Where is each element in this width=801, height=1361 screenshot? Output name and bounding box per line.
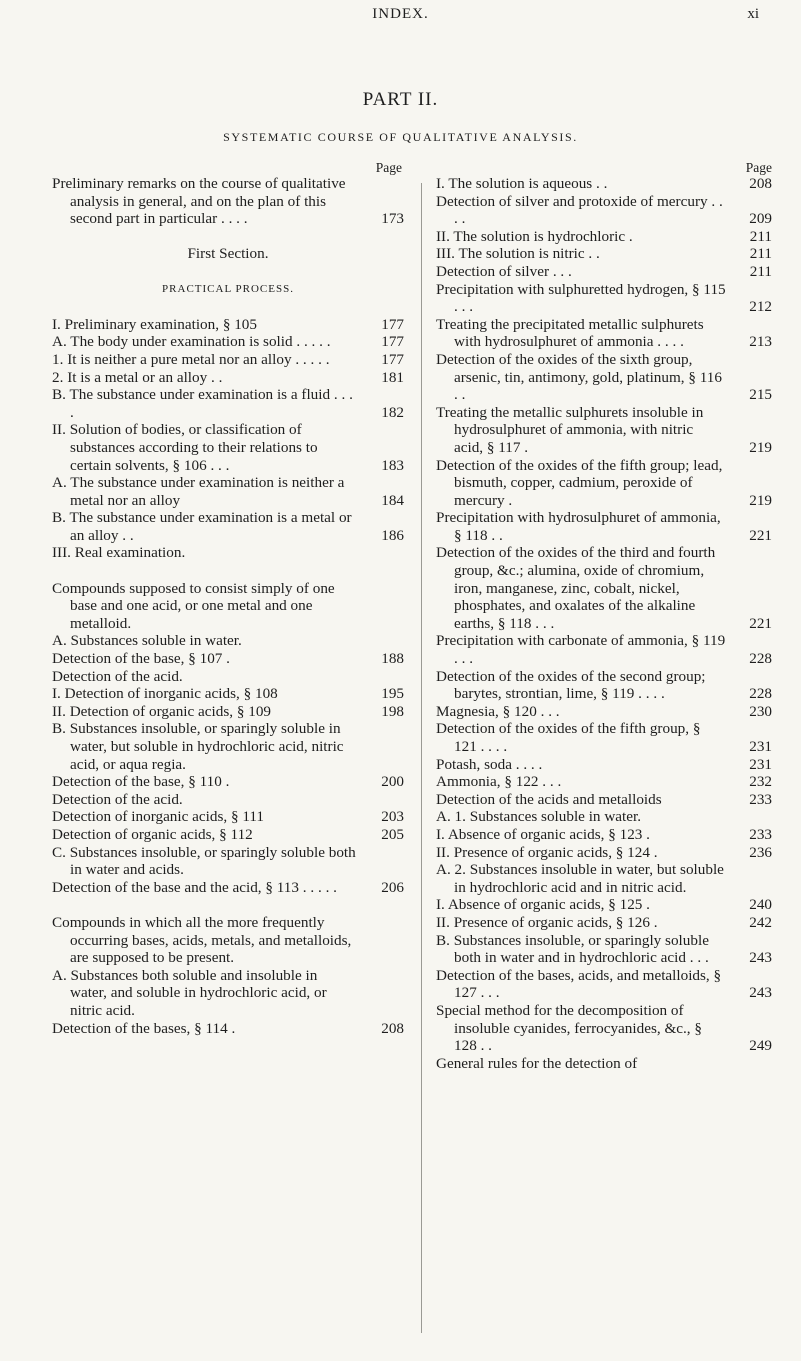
index-entry [52, 650, 404, 668]
entry-page-number: 230 [749, 702, 772, 720]
index-entry [436, 1055, 772, 1073]
entry-page-number: 219 [749, 491, 772, 509]
index-entry [436, 896, 772, 914]
section-heading [52, 245, 404, 263]
entry-page-number: 206 [381, 878, 404, 896]
entry-page-number: 243 [749, 984, 772, 1002]
entry-text: Detection of the oxides of the fifth group, § 121 . . . . [436, 720, 701, 755]
index-entry [52, 967, 404, 1020]
entry-text: Detection of inorganic acids, § 111 [52, 808, 265, 826]
entry-page-number: 240 [749, 896, 772, 914]
entry-text: A. 1. Substances soluble in water. [436, 808, 642, 826]
index-entry [436, 175, 772, 193]
index-entry [436, 932, 772, 967]
entry-page-number: 236 [749, 843, 772, 861]
entry-page-number: 213 [749, 333, 772, 351]
entry-page-number: 177 [381, 315, 404, 333]
index-entry [436, 826, 772, 844]
entry-page-number: 203 [381, 808, 404, 826]
entry-text: Detection of the bases, § 114 . [52, 1019, 236, 1037]
index-entry [436, 791, 772, 809]
entry-page-number: 221 [749, 526, 772, 544]
entry-text: B. Substances insoluble, or sparingly soluble both in water and in hydrochloric acid . . . [436, 931, 709, 967]
entry-page-number: 221 [749, 614, 772, 632]
index-entry [436, 773, 772, 791]
index-entry [436, 703, 772, 721]
index-entry [52, 544, 404, 562]
index-entry [52, 826, 404, 844]
entry-page-number: 232 [749, 773, 772, 791]
page-number: xi [747, 6, 759, 22]
entry-page-number: 177 [381, 333, 404, 351]
entry-text: II. The solution is hydrochloric . [436, 227, 633, 245]
entry-text: Detection of the base and the acid, § 113 . . . . . [52, 878, 337, 896]
entry-page-number: 219 [749, 438, 772, 456]
entry-page-number: 182 [381, 403, 404, 421]
index-entry [436, 245, 772, 263]
index-entry [52, 685, 404, 703]
entry-text: Detection of the base, § 110 . [52, 773, 230, 791]
spacer [52, 298, 404, 316]
spacer [52, 263, 404, 281]
entry-text: II. Presence of organic acids, § 126 . [436, 913, 658, 931]
index-entry [52, 703, 404, 721]
index-entry [52, 879, 404, 897]
section-heading [52, 281, 404, 299]
entry-text: Precipitation with carbonate of ammonia, § 119 . . . [436, 632, 726, 668]
entry-text: Compounds supposed to consist simply of one base and one acid, or one metal and one metalloid. [52, 579, 335, 632]
entry-text: C. Substances insoluble, or sparingly soluble both in water and acids. [52, 843, 356, 879]
index-entry [436, 457, 772, 510]
entry-text: I. Preliminary examination, § 105 [52, 315, 257, 333]
entry-text: 1. It is neither a pure metal nor an alloy . . . . . [52, 350, 330, 368]
entry-page-number: 209 [749, 210, 772, 228]
entry-text: Detection of silver and protoxide of mercury . . . . [436, 192, 723, 228]
entry-text: Detection of silver . . . [436, 262, 572, 280]
index-entry [52, 175, 404, 228]
index-entry [52, 316, 404, 334]
entry-text: I. Detection of inorganic acids, § 108 [52, 685, 278, 703]
entry-text: I. Absence of organic acids, § 125 . [436, 896, 650, 914]
entry-page-number: 195 [381, 685, 404, 703]
entry-text: Detection of the acid. [52, 667, 183, 685]
index-entry [436, 861, 772, 896]
entry-text: Detection of organic acids, § 112 [52, 825, 253, 843]
entry-text: Special method for the decomposition of insoluble cyanides, ferrocyanides, &c., § 128 . . [436, 1001, 702, 1055]
entry-text: B. Substances insoluble, or sparingly soluble in water, but soluble in hydrochloric acid, nitric acid, or aqua regia. [52, 720, 344, 773]
entry-page-number: 173 [381, 210, 404, 228]
index-entry [436, 281, 772, 316]
entry-page-number: 212 [749, 298, 772, 316]
entry-text: Detection of the oxides of the sixth group, arsenic, tin, antimony, gold, platinum, § 116 . . [436, 350, 722, 404]
column-divider [421, 183, 422, 1333]
index-entry [436, 668, 772, 703]
entry-text: I. Absence of organic acids, § 123 . [436, 825, 650, 843]
entry-text: Ammonia, § 122 . . . [436, 773, 562, 791]
index-entry [52, 808, 404, 826]
index-entry [436, 404, 772, 457]
entry-text: Detection of the oxides of the second group; barytes, strontian, lime, § 119 . . . . [436, 667, 706, 703]
entry-text: Treating the precipitated metallic sulphurets with hydrosulphuret of ammonia . . . . [436, 315, 704, 351]
index-entry [436, 263, 772, 281]
entry-page-number: 242 [749, 913, 772, 931]
entry-text: Compounds in which all the more frequently occurring bases, acids, metals, and metalloids, are supposed to be present. [52, 913, 352, 967]
index-entry [436, 351, 772, 404]
entry-text: B. The substance under examination is a metal or an alloy . . [52, 509, 352, 544]
index-entry [436, 967, 772, 1002]
entry-text: A. 2. Substances insoluble in water, but soluble in hydrochloric acid and in nitric acid. [436, 861, 724, 896]
entry-page-number: 183 [381, 456, 404, 474]
entry-page-number: 215 [749, 386, 772, 404]
entry-text: A. The body under examination is solid . . . . . [52, 333, 331, 351]
entry-page-number: 208 [749, 175, 772, 192]
index-entry [436, 316, 772, 351]
entry-page-number: 200 [381, 773, 404, 791]
entry-page-number: 243 [749, 949, 772, 967]
index-entry [52, 580, 404, 633]
entry-page-number: 211 [749, 227, 772, 245]
entry-page-number: 211 [749, 262, 772, 280]
entry-text: III. The solution is nitric . . [436, 245, 600, 263]
entry-text: II. Detection of organic acids, § 109 [52, 702, 272, 720]
entry-page-number: 228 [749, 685, 772, 703]
index-entry [52, 474, 404, 509]
index-entry [52, 844, 404, 879]
entry-text: Detection of the acid. [52, 790, 183, 808]
course-title: SYSTEMATIC COURSE OF QUALITATIVE ANALYSIS. [223, 130, 578, 144]
index-entry [52, 720, 404, 773]
entry-text: II. Presence of organic acids, § 124 . [436, 843, 658, 861]
entry-text: Detection of the oxides of the fifth group; lead, bismuth, copper, cadmium, peroxide of mercury . [436, 456, 723, 509]
entry-page-number: 233 [749, 790, 772, 808]
index-entry [52, 509, 404, 544]
left-column [52, 175, 404, 1037]
entry-page-number: 211 [749, 245, 772, 263]
entry-text: Detection of the acids and metalloids [436, 790, 662, 808]
index-entry [436, 228, 772, 246]
index-entry [52, 914, 404, 967]
index-entry [52, 333, 404, 351]
entry-page-number: 249 [749, 1037, 772, 1055]
entry-text: III. Real examination. [52, 544, 186, 562]
entry-text: Precipitation with hydrosulphuret of ammonia, § 118 . . [436, 509, 721, 544]
index-entry [436, 193, 772, 228]
spacer [52, 562, 404, 580]
index-entry [436, 720, 772, 755]
index-entry [436, 1002, 772, 1055]
entry-text: A. Substances soluble in water. [52, 632, 242, 650]
entry-page-number: 177 [381, 350, 404, 368]
entry-text: PRACTICAL PROCESS. [162, 282, 294, 295]
entry-text: A. Substances both soluble and insoluble in water, and soluble in hydrochloric acid, or nitric acid. [52, 966, 327, 1019]
index-entry [52, 668, 404, 686]
index-entry [52, 773, 404, 791]
entry-text: Potash, soda . . . . [436, 755, 543, 773]
index-entry [436, 632, 772, 667]
index-entry [436, 844, 772, 862]
index-entry [52, 351, 404, 369]
entry-page-number: 233 [749, 825, 772, 843]
left-page-label: Page [375, 160, 402, 175]
entry-page-number: 188 [381, 650, 404, 668]
entry-text: Preliminary remarks on the course of qualitative analysis in general, and on the plan of this second part in particular . . . . [52, 175, 346, 228]
entry-text: I. The solution is aqueous . . [436, 175, 608, 192]
entry-text: B. The substance under examination is a fluid . . . . [52, 386, 353, 421]
index-entry [52, 632, 404, 650]
spacer [52, 896, 404, 914]
entry-text: Detection of the base, § 107 . [52, 650, 230, 668]
part-title: PART II. [362, 89, 439, 110]
entry-page-number: 184 [381, 491, 404, 509]
entry-page-number: 186 [381, 526, 404, 544]
entry-text: Treating the metallic sulphurets insoluble in hydrosulphuret of ammonia, with nitric acid, § 117 . [436, 403, 704, 456]
entry-text: Detection of the bases, acids, and metalloids, § 127 . . . [436, 966, 722, 1002]
index-entry [436, 509, 772, 544]
entry-text: General rules for the detection of [436, 1054, 638, 1072]
index-entry [52, 369, 404, 387]
entry-page-number: 181 [381, 368, 404, 386]
entry-text: First Section. [187, 245, 269, 263]
entry-text: Detection of the oxides of the third and fourth group, &c.; alumina, oxide of chromium, iron, manganese, zinc, cobalt, nickel, phosphates, and oxalates of the alkaline earths, § 118 . . . [436, 544, 716, 632]
entry-text: II. Solution of bodies, or classification of substances according to their relations to certain solvents, § 106 . . . [52, 421, 318, 474]
entry-page-number: 208 [381, 1019, 404, 1037]
running-head-title: INDEX. [372, 6, 429, 22]
entry-page-number: 228 [749, 650, 772, 668]
right-page-label: Page [745, 160, 772, 175]
index-entry [436, 544, 772, 632]
entry-page-number: 231 [749, 755, 772, 773]
index-entry [52, 1020, 404, 1038]
entry-page-number: 231 [749, 738, 772, 755]
right-column [436, 175, 772, 1072]
index-entry [52, 791, 404, 809]
index-entry [52, 421, 404, 474]
entry-page-number: 198 [381, 702, 404, 720]
entry-text: Magnesia, § 120 . . . [436, 702, 560, 720]
index-entry [436, 914, 772, 932]
index-entry [436, 808, 772, 826]
index-entry [52, 386, 404, 421]
entry-text: 2. It is a metal or an alloy . . [52, 368, 223, 386]
index-entry [436, 756, 772, 774]
entry-text: A. The substance under examination is neither a metal nor an alloy [52, 474, 345, 509]
running-head [0, 6, 801, 30]
entry-page-number: 205 [381, 825, 404, 843]
spacer [52, 228, 404, 246]
entry-text: Precipitation with sulphuretted hydrogen, § 115 . . . [436, 280, 726, 316]
